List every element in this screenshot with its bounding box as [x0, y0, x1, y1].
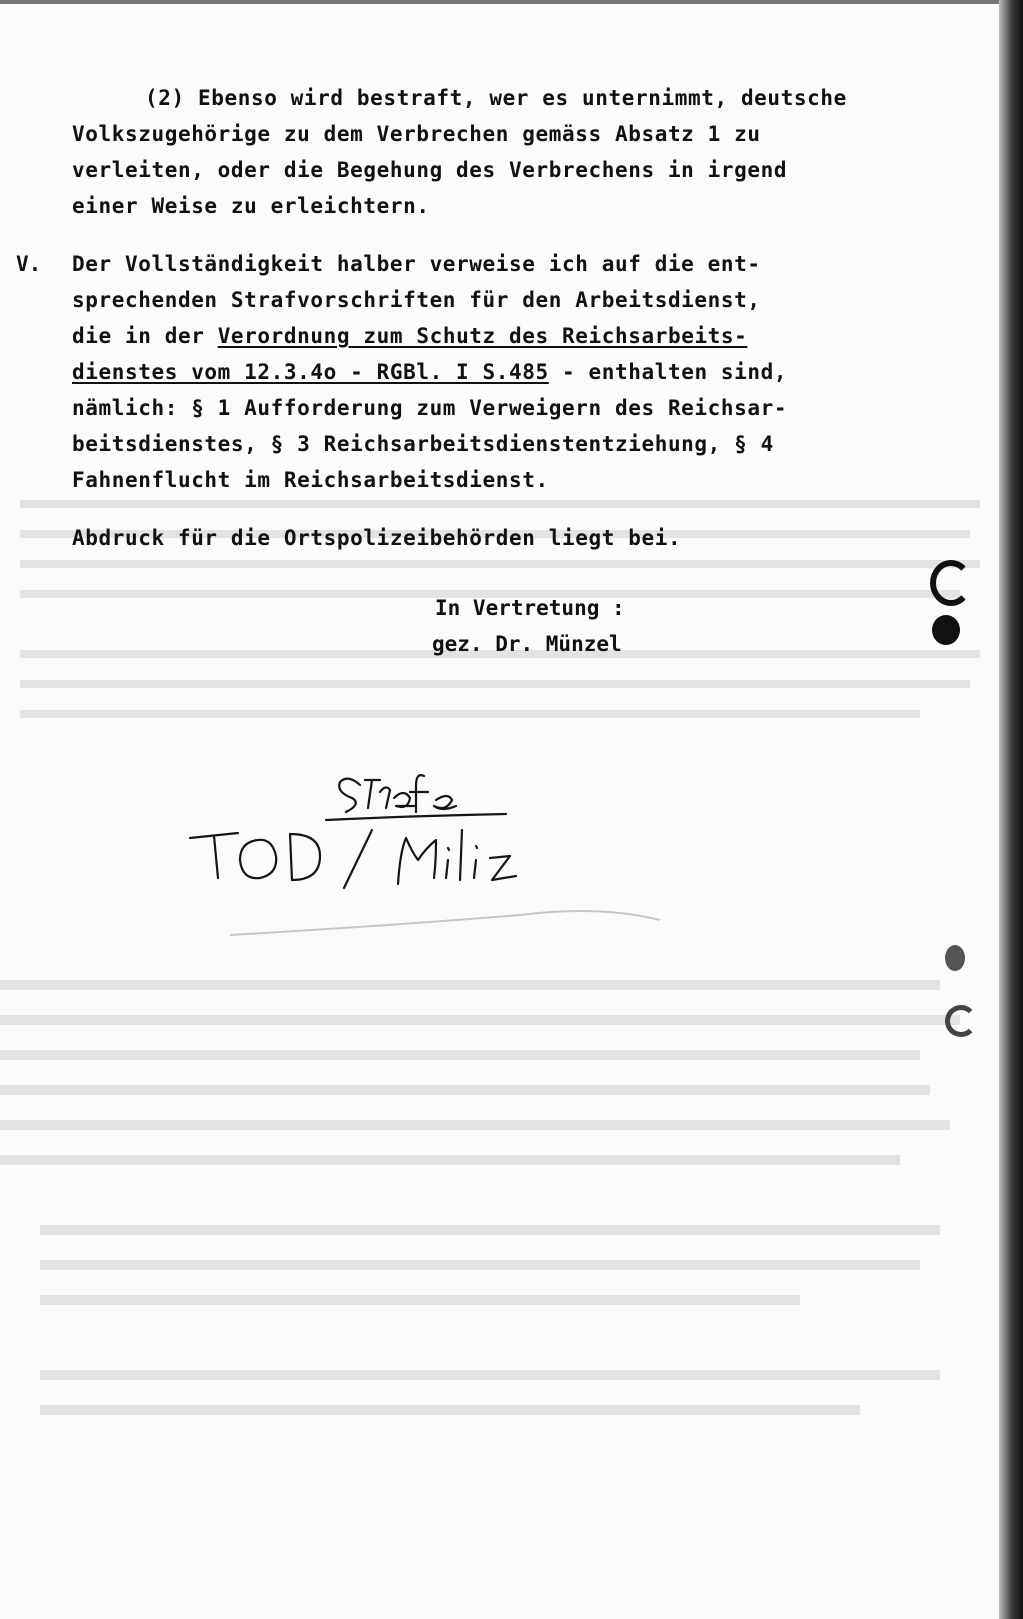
section-marker: V. [16, 252, 42, 276]
binder-hole-mark [932, 615, 960, 645]
signature-name: gez. Dr. Münzel [432, 632, 622, 656]
handwritten-note [180, 760, 560, 890]
line-text: die in der [72, 324, 218, 348]
section-v-line [72, 324, 747, 348]
paragraph-2-line: (2) Ebenso wird bestraft, wer es unternimmt, deutsche [145, 86, 847, 110]
line-text: - enthalten sind, [548, 360, 788, 384]
ordinance-reference: Verordnung zum Schutz des Reichsarbeits- [217, 324, 748, 348]
paragraph-2-line: einer Weise zu erleichtern. [72, 194, 430, 218]
section-v-line: nämlich: § 1 Aufforderung zum Verweigern des Reichsar- [72, 396, 788, 420]
section-v-line: beitsdienstes, § 3 Reichsarbeitsdienstentziehung, § 4 [72, 432, 774, 456]
enclosure-note: Abdruck für die Ortspolizeibehörden liegt bei. [72, 526, 682, 550]
section-v-line: sprechenden Strafvorschriften für den Arbeitsdienst, [72, 288, 761, 312]
binder-hole-mark [945, 1005, 977, 1037]
binder-hole-mark [930, 560, 972, 606]
section-v-line: Fahnenflucht im Reichsarbeitsdienst. [72, 468, 549, 492]
signature-line: In Vertretung : [435, 596, 625, 620]
paragraph-2-line: Volkszugehörige zu dem Verbrechen gemäss Absatz 1 zu [72, 122, 761, 146]
paragraph-2-line: verleiten, oder die Begehung des Verbrechens in irgend [72, 158, 788, 182]
section-v-line: Der Vollständigkeit halber verweise ich auf die ent- [72, 252, 761, 276]
section-v-line [72, 360, 787, 384]
binder-hole-mark [945, 945, 965, 971]
ordinance-reference: dienstes vom 12.3.4o - RGBl. I S.485 [72, 360, 549, 384]
